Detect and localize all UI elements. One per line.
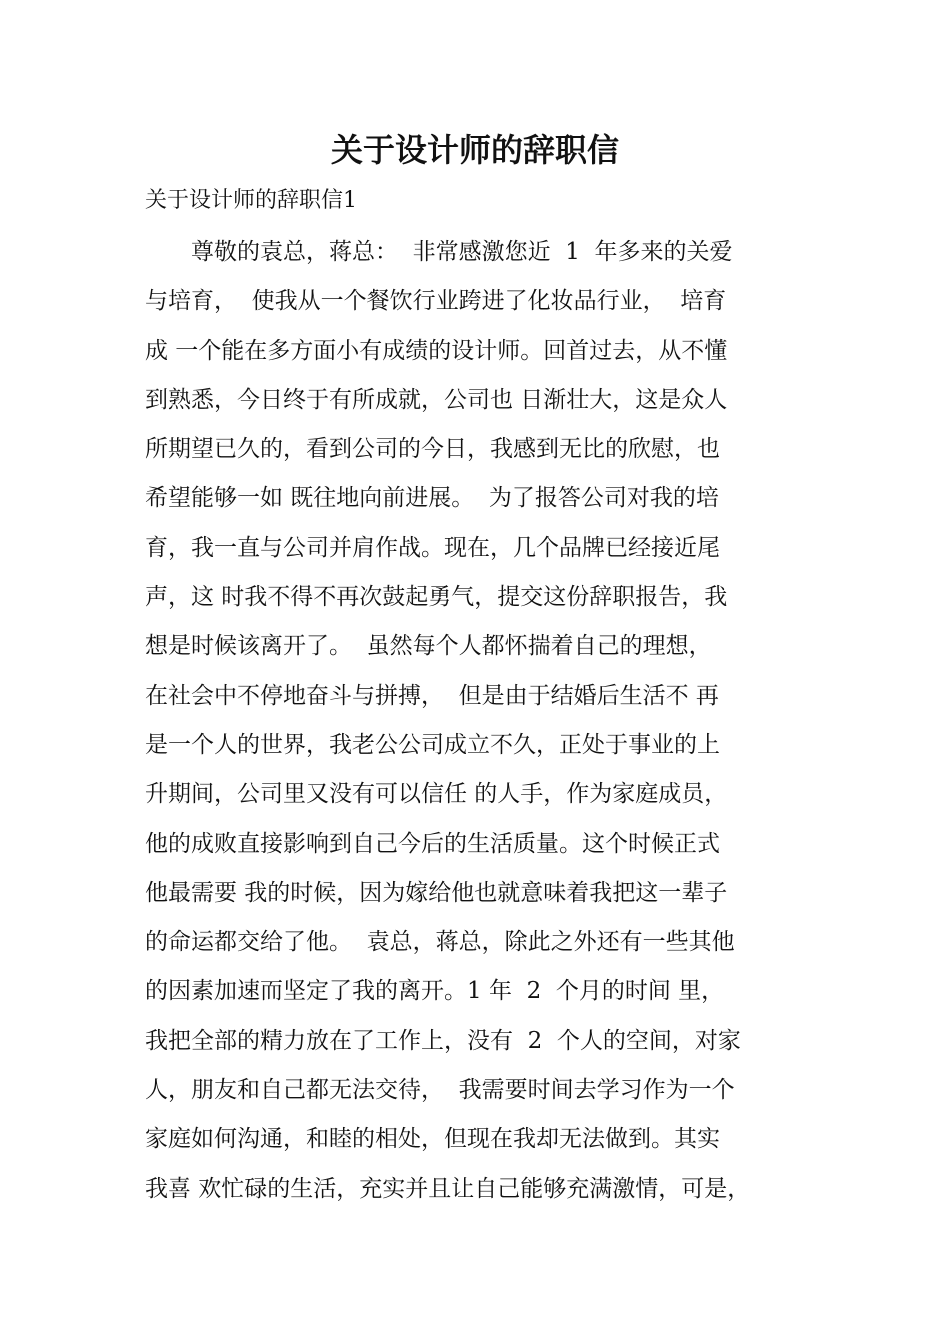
body-line: 到熟悉，今日终于有所成就，公司也 日渐壮大，这是众人	[145, 386, 728, 413]
body-line: 升期间，公司里又没有可以信任 的人手，作为家庭成员，	[145, 781, 728, 808]
body-line: 所期望已久的，看到公司的今日，我感到无比的欣慰，也	[145, 436, 720, 463]
body-line: 声，这 时我不得不再次鼓起勇气，提交这份辞职报告，我	[145, 584, 728, 611]
body-line: 与培育， 使我从一个餐饮行业跨进了化妆品行业， 培育	[145, 288, 727, 315]
body-line: 人，朋友和自己都无法交待， 我需要时间去学习作为一个	[145, 1077, 735, 1104]
body-line: 家庭如何沟通，和睦的相处，但现在我却无法做到。其实	[145, 1126, 720, 1153]
body-line: 育，我一直与公司并肩作战。现在，几个品牌已经接近尾	[145, 534, 720, 561]
letter-body	[145, 228, 825, 1214]
body-line: 想是时候该离开了。 虽然每个人都怀揣着自己的理想，	[145, 633, 712, 660]
body-line: 我把全部的精力放在了工作上，没有 2 个人的空间，对家	[145, 1027, 741, 1054]
body-line: 他的成败直接影响到自己今后的生活质量。这个时候正式	[145, 830, 720, 857]
body-line: 成 一个能在多方面小有成绩的设计师。回首过去，从不懂	[145, 337, 728, 364]
section-heading: 关于设计师的辞职信1	[145, 188, 357, 213]
body-line: 我喜 欢忙碌的生活，充实并且让自己能够充满激情，可是，	[145, 1175, 751, 1202]
body-line: 的命运都交给了他。 袁总，蒋总，除此之外还有一些其他	[145, 929, 735, 956]
body-line: 是一个人的世界，我老公公司成立不久，正处于事业的上	[145, 731, 720, 758]
body-line: 尊敬的袁总，蒋总： 非常感激您近 1 年多来的关爱	[145, 239, 733, 265]
document-title: 关于设计师的辞职信	[330, 131, 619, 169]
body-line: 在社会中不停地奋斗与拼搏， 但是由于结婚后生活不 再	[145, 682, 719, 709]
body-line: 他最需要 我的时候，因为嫁给他也就意味着我把这一辈子	[145, 879, 728, 906]
body-line: 希望能够一如 既往地向前进展。 为了报答公司对我的培	[145, 485, 719, 512]
body-line: 的因素加速而坚定了我的离开。1 年 2 个月的时间 里，	[145, 978, 725, 1005]
